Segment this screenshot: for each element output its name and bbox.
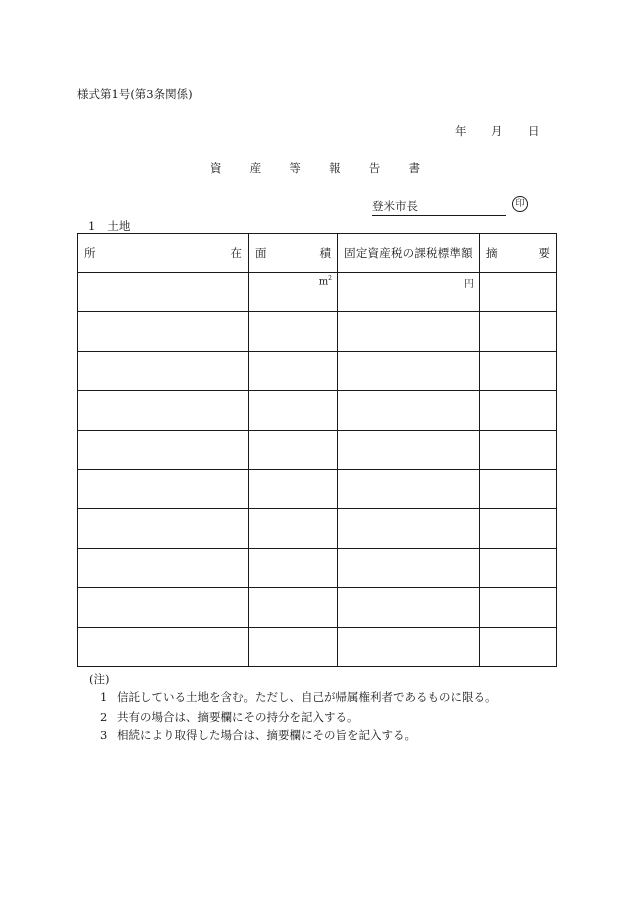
location-cell[interactable] xyxy=(78,312,249,351)
location-cell[interactable] xyxy=(78,391,249,430)
remarks-cell[interactable] xyxy=(480,391,557,430)
section-heading xyxy=(88,218,130,234)
table-row xyxy=(78,351,557,390)
tax-base-cell[interactable] xyxy=(338,273,480,312)
area-unit-base: m xyxy=(318,276,329,288)
document-title xyxy=(210,160,420,176)
section-number: 1 xyxy=(88,219,96,233)
remarks-cell[interactable] xyxy=(480,351,557,390)
table-row xyxy=(78,469,557,508)
header-area xyxy=(249,234,338,273)
area-cell[interactable] xyxy=(249,430,338,469)
remarks-cell[interactable] xyxy=(480,469,557,508)
area-cell[interactable] xyxy=(249,391,338,430)
location-cell[interactable] xyxy=(78,509,249,548)
remarks-cell[interactable] xyxy=(480,509,557,548)
location-cell[interactable] xyxy=(78,273,249,312)
title-char: 等 xyxy=(289,161,301,175)
area-unit xyxy=(249,273,337,287)
location-cell[interactable] xyxy=(78,430,249,469)
remarks-cell[interactable] xyxy=(480,627,557,666)
location-cell[interactable] xyxy=(78,469,249,508)
note-text: 信託している土地を含む。ただし、自己が帰属権利者であるものに限る。 xyxy=(117,690,497,704)
location-cell[interactable] xyxy=(78,627,249,666)
note-text: 共有の場合は、摘要欄にその持分を記入する。 xyxy=(117,710,359,724)
note-number: 1 xyxy=(100,690,108,704)
table-row xyxy=(78,273,557,312)
note-text: 相続により取得した場合は、摘要欄にその旨を記入する。 xyxy=(117,728,416,742)
tax-base-cell[interactable] xyxy=(338,312,480,351)
location-cell[interactable] xyxy=(78,548,249,587)
tax-base-cell[interactable] xyxy=(338,509,480,548)
table-row xyxy=(78,312,557,351)
header-location-end: 在 xyxy=(230,246,242,260)
title-char: 告 xyxy=(368,161,381,175)
title-char: 書 xyxy=(408,161,420,175)
area-cell[interactable] xyxy=(249,627,338,666)
location-cell[interactable] xyxy=(78,588,249,627)
header-tax-base-label: 固定資産税の課税標準額 xyxy=(344,246,473,260)
yen-unit: 円 xyxy=(464,279,474,290)
title-char: 資 xyxy=(210,161,222,175)
note-item xyxy=(100,709,359,725)
area-cell[interactable] xyxy=(249,312,338,351)
title-char: 報 xyxy=(329,161,341,175)
recipient-mayor: 登米市長 xyxy=(372,198,506,216)
tax-base-cell[interactable] xyxy=(338,391,480,430)
date-month-label: 月 xyxy=(491,124,503,138)
header-location-start: 所 xyxy=(84,246,96,260)
remarks-cell[interactable] xyxy=(480,312,557,351)
title-char: 産 xyxy=(249,161,262,175)
header-tax-base xyxy=(338,234,480,273)
seal-mark: 印 xyxy=(512,196,528,212)
land-table xyxy=(77,233,557,667)
note-item xyxy=(100,727,416,743)
table-body xyxy=(78,273,557,667)
remarks-cell[interactable] xyxy=(480,273,557,312)
remarks-cell[interactable] xyxy=(480,430,557,469)
tax-base-cell[interactable] xyxy=(338,588,480,627)
note-number: 3 xyxy=(100,728,108,742)
area-cell[interactable] xyxy=(249,588,338,627)
area-cell[interactable] xyxy=(249,273,338,312)
table-row xyxy=(78,391,557,430)
notes-heading: (注) xyxy=(89,672,110,686)
header-location xyxy=(78,234,249,273)
form-number-label: 様式第1号(第3条関係) xyxy=(77,87,193,101)
note-item xyxy=(100,689,497,705)
area-unit-exponent: 2 xyxy=(328,275,332,282)
tax-base-cell[interactable] xyxy=(338,548,480,587)
tax-base-cell[interactable] xyxy=(338,430,480,469)
table-row xyxy=(78,548,557,587)
header-remarks-start: 摘 xyxy=(486,246,498,260)
date-year-label: 年 xyxy=(455,124,467,138)
table-row xyxy=(78,588,557,627)
table-row xyxy=(78,627,557,666)
header-area-start: 面 xyxy=(255,246,267,260)
table-row xyxy=(78,430,557,469)
tax-base-cell[interactable] xyxy=(338,627,480,666)
header-area-end: 積 xyxy=(319,246,331,260)
table-header-row xyxy=(78,234,557,273)
section-title: 土地 xyxy=(107,219,131,233)
tax-base-cell[interactable] xyxy=(338,469,480,508)
area-cell[interactable] xyxy=(249,509,338,548)
remarks-cell[interactable] xyxy=(480,588,557,627)
table-row xyxy=(78,509,557,548)
area-cell[interactable] xyxy=(249,548,338,587)
remarks-cell[interactable] xyxy=(480,548,557,587)
header-remarks xyxy=(480,234,557,273)
header-remarks-end: 要 xyxy=(538,246,550,260)
area-cell[interactable] xyxy=(249,469,338,508)
tax-base-cell[interactable] xyxy=(338,351,480,390)
area-cell[interactable] xyxy=(249,351,338,390)
location-cell[interactable] xyxy=(78,351,249,390)
note-number: 2 xyxy=(100,710,108,724)
date-day-label: 日 xyxy=(528,124,540,138)
